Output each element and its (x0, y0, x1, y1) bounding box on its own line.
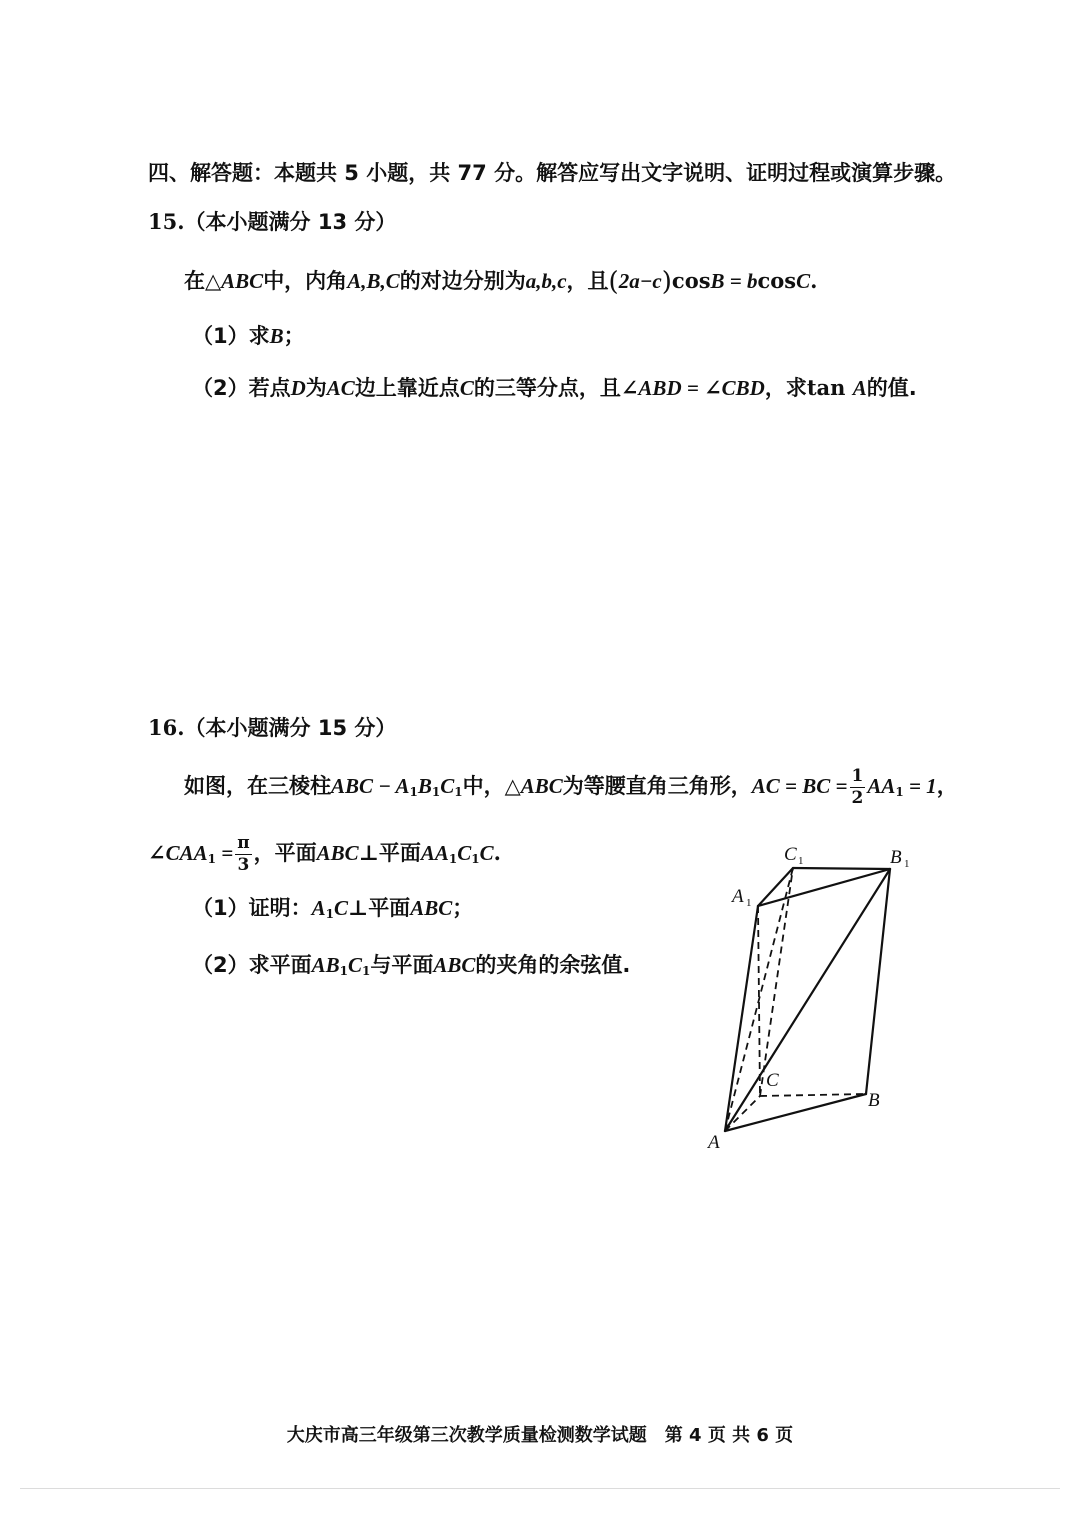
edge-C1-B1 (793, 868, 890, 869)
section-heading: 四、解答题：本题共 5 小题，共 77 分。解答应写出文字说明、证明过程或演算步骤。 (148, 161, 957, 185)
edge-C-B (760, 1094, 866, 1096)
label-B: B (868, 1090, 880, 1111)
q15-stem: 在△ABC中，内角A,B,C的对边分别为a,b,c，且(2a−c)cosB = bcosC. (184, 267, 818, 297)
q16-stem-line2: $\angle CAA_1$ = $\frac{\pi}{3}$ ，平面ABC⊥平面$AA_1C_1C$. (148, 833, 501, 875)
q16-stem-line1: 如图，在三棱柱ABC − $A_1B_1C_1$中，△ABC为等腰直角三角形，AC = BC = $\frac{1}{2}$ $AA_1 = 1$， (184, 766, 958, 808)
label-B1: B (890, 847, 902, 868)
page-footer: 大庆市高三年级第三次教学质量检测数学试题 第 4 页 共 6 页 (286, 1425, 794, 1446)
label-C: C (766, 1070, 779, 1091)
q16-part1: （1）证明：$A_1C\perp$平面ABC； (192, 895, 474, 921)
prism-diagram (700, 838, 930, 1158)
q15-header (148, 207, 396, 237)
q16-points: （本小题满分 15 分） (184, 716, 397, 740)
label-C1: C (784, 844, 797, 865)
label-A: A (708, 1132, 720, 1153)
q15-part1: （1）求B； (192, 324, 305, 348)
bottom-rule (20, 1488, 1060, 1489)
fraction-one-half: $\frac{1}{2}$ (851, 766, 864, 808)
q15-points: （本小题满分 13 分） (184, 210, 397, 234)
q15-number: 15. (148, 209, 185, 234)
svg-text:1: 1 (746, 897, 752, 909)
q16-header (148, 713, 396, 743)
q15-part2: （2）若点D为AC边上靠近点C的三等分点，且∠ABD = ∠CBD，求tan A的值. (192, 375, 917, 400)
edge-A-B (725, 1094, 866, 1131)
q16-number: 16. (148, 715, 185, 740)
edge-A-A1 (725, 906, 758, 1131)
q16-part2: （2）求平面$AB_1C_1$与平面ABC的夹角的余弦值. (192, 953, 631, 978)
svg-text:1: 1 (798, 855, 804, 867)
edge-C-C1 (760, 868, 793, 1096)
edge-A-C1 (725, 868, 793, 1131)
label-A1: A (732, 886, 744, 907)
fraction-pi-third: $\frac{\pi}{3}$ (237, 833, 250, 875)
svg-text:1: 1 (904, 858, 910, 870)
